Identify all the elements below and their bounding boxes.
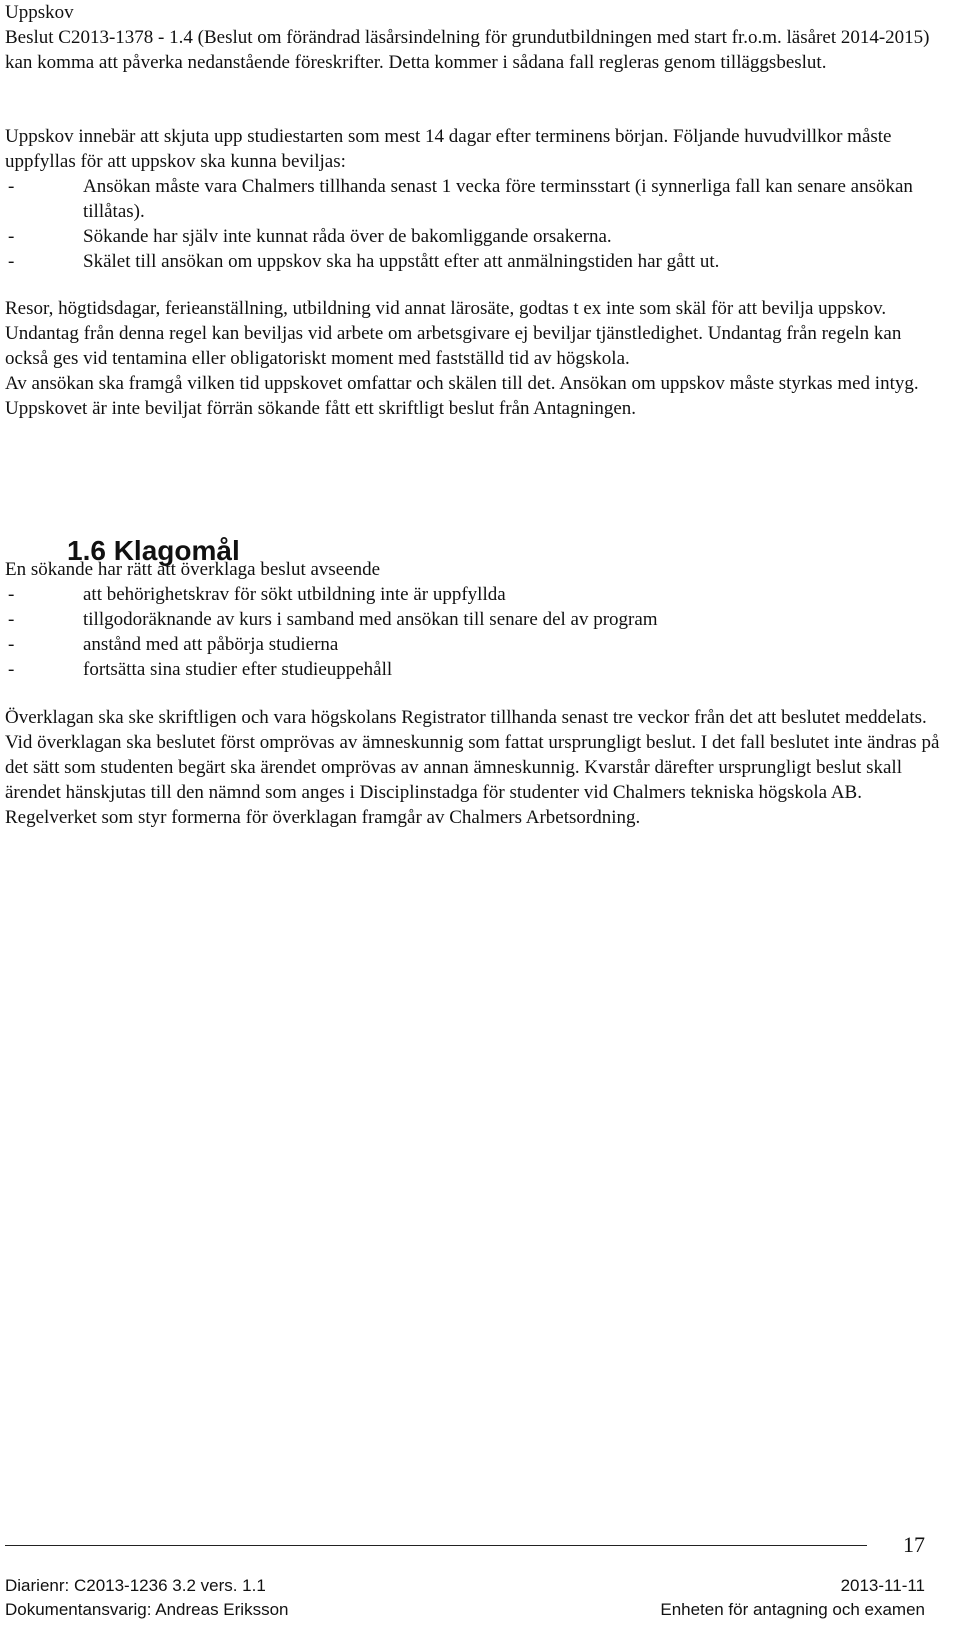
bullet-dash: - xyxy=(8,659,15,680)
klagomal-intro: En sökande har rätt att överklaga beslut avseende xyxy=(5,559,381,580)
uppskov-intro: Uppskov innebär att skjuta upp studiestarten som mest 14 dagar efter terminens början. Följande huvudvillkor måste uppfyllas för att uppskov ska kunna beviljas: xyxy=(5,126,892,172)
klagomal-paragraph-block xyxy=(5,705,940,830)
application-paragraph: Av ansökan ska framgå vilken tid uppskovet omfattar och skälen till det. Ansökan om uppskov måste styrkas med intyg. Uppskovet är inte beviljat förrän sökande fått ett skriftligt beslut från Antagningen. xyxy=(5,373,919,419)
list-item: - anstånd med att påbörja studierna xyxy=(8,634,339,655)
list-item: - fortsätta sina studier efter studieuppehåll xyxy=(8,659,393,680)
list-item: - tillgodoräknande av kurs i samband med ansökan till senare del av program xyxy=(8,609,658,630)
bullet-dash: - xyxy=(8,251,15,272)
document-date: 2013-11-11 xyxy=(840,1576,925,1595)
section-title: Uppskov xyxy=(5,2,74,23)
appeal-list xyxy=(5,582,940,682)
document-owner: Dokumentansvarig: Andreas Eriksson xyxy=(5,1600,289,1619)
footer-row-1 xyxy=(5,1573,925,1598)
footer-divider xyxy=(5,1545,867,1546)
list-item: - Skälet till ansökan om uppskov ska ha uppstått efter att anmälningstiden har gått ut. xyxy=(8,251,720,272)
bullet-dash: - xyxy=(8,176,15,197)
klagomal-heading: 1.6 Klagomål xyxy=(67,535,240,566)
appeal-paragraph: Överklagan ska ske skriftligen och vara högskolans Registrator tillhanda senast tre veckor från det att beslutet meddelats. Vid överklagan ska beslutet först omprövas av ämneskunnig som fattat ursprungligt beslut. I det fall beslutet inte ändras på det sätt som studenten begärt ska ärendet omprövas av annan ämneskunnig. Kvarstår därefter ursprungligt beslut skall ärendet hänskjutas till den nämnd som anges i Disciplinstadga för studenter vid Chalmers tekniska högskola AB. Regelverket som styr formerna för överklagan framgår av Chalmers Arbetsordning. xyxy=(5,707,940,828)
responsible-unit: Enheten för antagning och examen xyxy=(660,1600,925,1619)
bullet-dash: - xyxy=(8,609,15,630)
bullet-dash: - xyxy=(8,634,15,655)
bullet-dash: - xyxy=(8,584,15,605)
diary-number: Diarienr: C2013-1236 3.2 vers. 1.1 xyxy=(5,1576,266,1595)
list-item: - Ansökan måste vara Chalmers tillhanda senast 1 vecka före terminsstart (i synnerliga fall kan senare ansökan tillåtas). xyxy=(8,176,913,222)
decision-note: Beslut C2013-1378 - 1.4 (Beslut om förändrad läsårsindelning för grundutbildningen med start fr.o.m. läsåret 2014-2015) kan komma att påverka nedanstående föreskrifter. Detta kommer i sådana fall regleras genom tilläggsbeslut. xyxy=(5,27,930,73)
bullet-dash: - xyxy=(8,226,15,247)
conditions-list xyxy=(5,174,940,274)
uppskov-conditions-block xyxy=(5,124,940,274)
uppskov-section-intro xyxy=(5,0,940,75)
list-item: - att behörighetskrav för sökt utbildning inte är uppfyllda xyxy=(8,584,506,605)
list-item: - Sökande har själv inte kunnat råda över de bakomliggande orsakerna. xyxy=(8,226,612,247)
footer-row-2 xyxy=(5,1597,925,1622)
klagomal-block xyxy=(5,557,940,682)
rules-paragraph: Resor, högtidsdagar, ferieanställning, utbildning vid annat lärosäte, godtas t ex inte som skäl för att bevilja uppskov. Undantag från denna regel kan beviljas vid arbete om arbetsgivare ej beviljar tjänstledighet. Undantag från regeln kan också ges vid tentamina eller obligatoriskt moment med fastställd tid av högskola. xyxy=(5,298,902,369)
uppskov-rules-block xyxy=(5,296,940,421)
page-number: 17 xyxy=(903,1532,925,1557)
